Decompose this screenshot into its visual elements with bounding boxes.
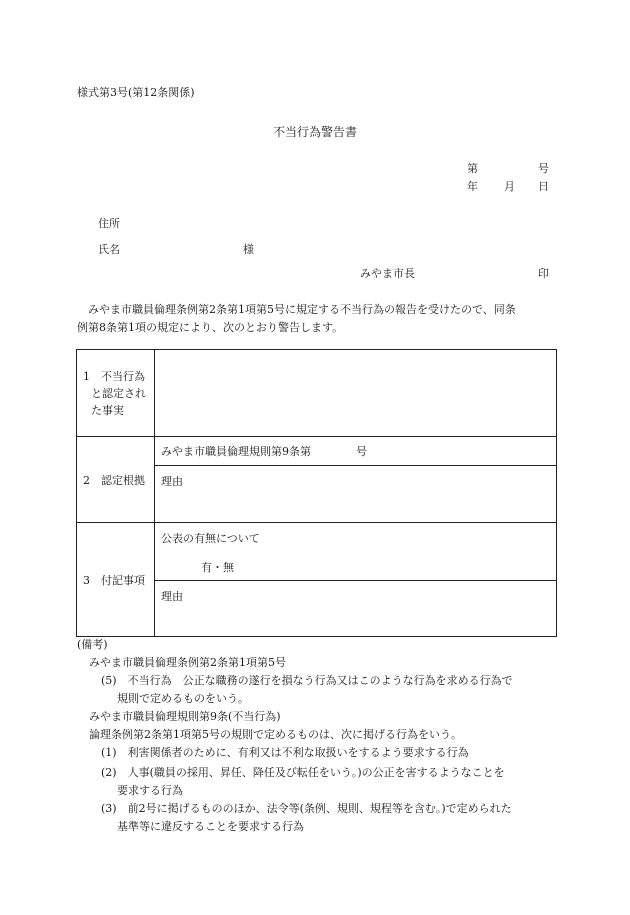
- notes-heading: (備考): [77, 638, 108, 651]
- body-line-2: 例第8条第1項の規定により、次のとおり警告します。: [77, 321, 344, 334]
- name-label: 氏名: [98, 243, 120, 256]
- rule-item-2-line-2: 要求する行為: [117, 784, 183, 797]
- publication-question: 公表の有無について: [161, 532, 260, 545]
- honorific: 様: [243, 243, 254, 256]
- rule-title: みやま市職員倫理規則第9条(不当行為): [89, 710, 281, 723]
- basis-label-cell: [77, 437, 155, 523]
- body-text: [77, 301, 557, 337]
- basis-reason-label: 理由: [161, 475, 183, 489]
- row-remarks-publication: [77, 523, 557, 581]
- fact-label-cell: [77, 350, 155, 437]
- document-title: 不当行為警告書: [273, 125, 358, 139]
- seal-mark: 印: [538, 267, 549, 280]
- address-label: 住所: [98, 217, 120, 230]
- rule-item-3-line-1: (3) 前2号に掲げるもののほか、法令等(条例、規則、規程等を含む。)で定められた: [101, 802, 512, 815]
- basis-label: 2 認定根拠: [83, 473, 145, 487]
- rule-item-3-line-2: 基準等に違反することを要求する行為: [117, 820, 304, 833]
- fact-content-cell[interactable]: [155, 350, 557, 437]
- body-line-1: みやま市職員倫理条例第2条第1項第5号に規定する不当行為の報告を受けたので、同条: [77, 303, 516, 316]
- fact-label-line-1: 1 不当行為: [83, 369, 145, 383]
- publication-cell[interactable]: [155, 523, 557, 581]
- rule-ref-suffix: 号: [356, 445, 367, 458]
- date-month: 月: [504, 180, 515, 193]
- row-fact: [77, 350, 557, 437]
- sender-title: みやま市長: [360, 267, 415, 280]
- basis-rule-ref-cell[interactable]: [155, 437, 557, 466]
- remarks-label-cell: [77, 523, 155, 637]
- publication-options[interactable]: 有・無: [201, 561, 234, 574]
- form-number: 様式第3号(第12条関係): [77, 86, 195, 99]
- doc-number-prefix: 第: [467, 162, 478, 175]
- remarks-reason-cell[interactable]: [155, 580, 557, 637]
- ordinance-title: みやま市職員倫理条例第2条第1項第5号: [89, 656, 286, 669]
- basis-reason-cell[interactable]: [155, 466, 557, 523]
- doc-number-suffix: 号: [538, 162, 549, 175]
- ordinance-item-5-line-2: 規則で定めるものをいう。: [117, 692, 249, 705]
- rule-ref-prefix: みやま市職員倫理規則第9条第: [161, 445, 311, 458]
- remarks-label: 3 付記事項: [83, 573, 145, 587]
- fact-label-line-2: と認定され: [91, 386, 146, 400]
- date-year: 年: [467, 180, 478, 193]
- ordinance-item-5-line-1: (5) 不当行為 公正な職務の遂行を損なう行為又はこのような行為を求める行為で: [101, 674, 513, 687]
- rule-item-1: (1) 利害関係者のために、有利又は不利な取扱いをするよう要求する行為: [101, 746, 469, 759]
- row-basis-ref: [77, 437, 557, 466]
- remarks-reason-label: 理由: [161, 589, 183, 603]
- fact-label-line-3: た事実: [91, 403, 124, 417]
- rule-intro: 論理条例第2条第1項第5号の規則で定めるものは、次に掲げる行為をいう。: [89, 728, 462, 741]
- rule-item-2-line-1: (2) 人事(職員の採用、昇任、降任及び転任をいう。)の公正を害するようなことを: [101, 766, 505, 779]
- date-day: 日: [538, 180, 549, 193]
- warning-form-table: [76, 349, 557, 637]
